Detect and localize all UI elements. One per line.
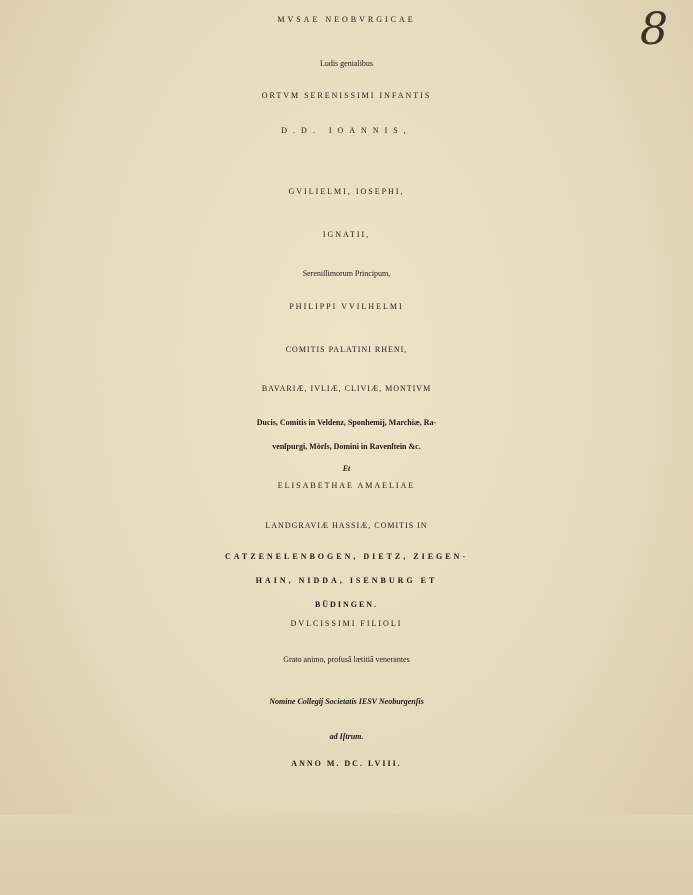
title-line-5: GVILIELMI, IOSEPHI, (288, 187, 405, 196)
title-line-10: BAVARIÆ, IVLIÆ, CLIVIÆ, MONTIVM (261, 384, 432, 393)
title-line-1: MVSAE NEOBVRGICAE (277, 15, 416, 24)
title-line-4: D.D. IOANNIS, (281, 126, 412, 135)
title-line-9: COMITIS PALATINI RHENI, (285, 345, 408, 354)
title-line-22: ad Iſtrum. (329, 732, 364, 741)
title-line-6: IGNATII, (322, 230, 371, 239)
title-line-7: Sereniſſimorum Principum, (302, 269, 391, 278)
title-line-3: ORTVM SERENISSIMI INFANTIS (261, 91, 432, 100)
title-line-11: Ducis, Comitis in Veldenz, Sponhemij, Marchiæ, Ra- (256, 418, 437, 427)
title-line-21: Nomine Collegij Societatis IESV Neoburgenſis (269, 697, 424, 706)
title-line-12: venſpurgi, Mörſs, Domini in Ravenſtein &c. (272, 442, 421, 451)
title-line-14: ELISABETHAE AMAELIAE (277, 481, 416, 490)
title-line-18: BÜDINGEN. (314, 600, 379, 609)
blank-margin (0, 815, 693, 895)
title-line-19: DVLCISSIMI FILIOLI (290, 619, 403, 628)
title-line-23: ANNO M. DC. LVIII. (291, 759, 402, 768)
title-line-8: PHILIPPI VVILHELMI (289, 302, 404, 311)
title-line-2: Ludis genialibus (319, 59, 374, 68)
title-line-13: Et (342, 464, 351, 473)
handwritten-shelf-mark: 8 (640, 4, 668, 55)
title-line-16: CATZENELENBOGEN, DIETZ, ZIEGEN- (224, 552, 469, 561)
title-line-15: LANDGRAVIÆ HASSIÆ, COMITIS IN (265, 521, 428, 530)
title-line-17: HAIN, NIDDA, ISENBURG ET (255, 576, 438, 585)
title-line-20: Grato animo, profusâ lætitiâ venerantes (283, 655, 410, 664)
